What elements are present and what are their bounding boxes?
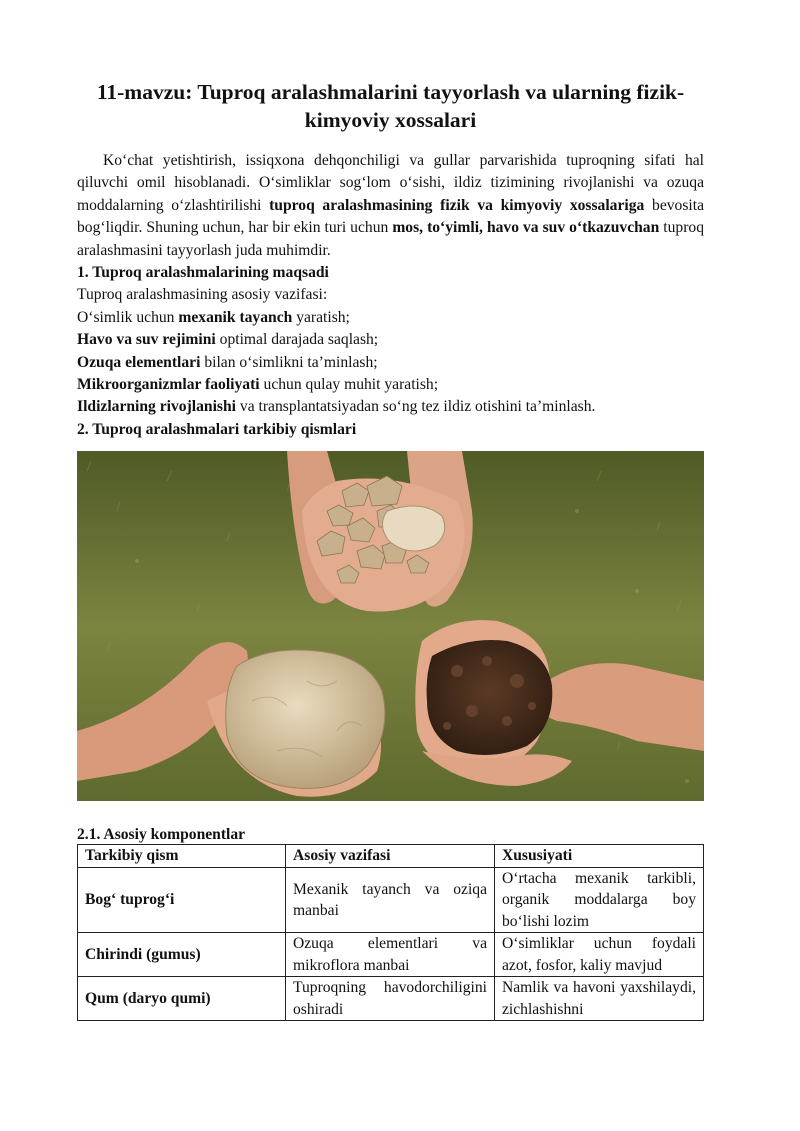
table-row [78,977,704,1021]
components-table [77,844,704,1021]
component-name: Chirindi (gumus) [78,933,286,977]
column-header: Tarkibiy qism [78,845,286,868]
intro-text-2: bevosita bog‘liqdir. Shuning uchun, har bir ekin turi uchun [77,196,704,237]
section-2-title: 2. Tuproq aralashmalari tarkibiy qismlari [77,420,357,438]
component-feature: O‘rtacha mexanik tarkibli, organik moddalarga boy bo‘lishi lozim [495,867,704,933]
intro-bold-1: tuproq aralashmasining fizik va kimyoviy xossalariga [269,196,645,214]
column-header: Xususiyati [495,845,704,868]
section-1-title: 1. Tuproq aralashmalarining maqsadi [77,264,329,282]
intro-text-1: Ko‘chat yetishtirish, issiqxona dehqonchiligi va gullar parvarishida tuproqning sifati hal qiluvchi omil hisoblanadi. O‘simliklar sog‘lom o‘sishi, ildiz tizimining rivojlanishi va ozuqa moddalarning o‘zlashtirilishi [77,152,704,214]
section-1-lead: Tuproq aralashmasining asosiy vazifasi: [77,286,328,304]
list-item: O‘simlik uchun mexanik tayanch yaratish; [77,308,350,326]
intro-paragraph [77,150,704,262]
component-role: Tuproqning havodorchiligini oshiradi [286,977,495,1021]
table-row [78,933,704,977]
list-item: Mikroorganizmlar faoliyati uchun qulay muhit yaratish; [77,376,439,394]
list-item: Ozuqa elementlari bilan o‘simlikni ta’minlash; [77,353,378,371]
component-role: Mexanik tayanch va oziqa manbai [286,867,495,933]
component-feature: O‘simliklar uchun foydali azot, fosfor, kaliy mavjud [495,933,704,977]
component-role: Ozuqa elementlari va mikroflora manbai [286,933,495,977]
table-row [78,867,704,933]
component-name: Qum (daryo qumi) [78,977,286,1021]
soil-hands-illustration [77,451,704,801]
column-header: Asosiy vazifasi [286,845,495,868]
table-header-row [78,845,704,868]
component-feature: Namlik va havoni yaxshilaydi, zichlashishni [495,977,704,1021]
intro-text-3: tuproq aralashmasini tayyorlash juda muhimdir. [77,219,704,259]
soil-hands-photo [77,451,704,801]
list-item: Ildizlarning rivojlanishi va transplantatsiyadan so‘ng tez ildiz otishini ta’minlash. [77,398,596,416]
page-title: 11-mavzu: Tuproq aralashmalarini tayyorlash va ularning fizik-kimyoviy xossalari [96,80,685,132]
document-page [77,78,704,1021]
purpose-list [77,307,704,419]
list-item: Havo va suv rejimini optimal darajada saqlash; [77,331,379,349]
component-name: Bog‘ tuprog‘i [78,867,286,933]
intro-bold-2: mos, to‘yimli, havo va suv o‘tkazuvchan [392,219,660,237]
subsection-title: 2.1. Asosiy komponentlar [77,826,246,844]
